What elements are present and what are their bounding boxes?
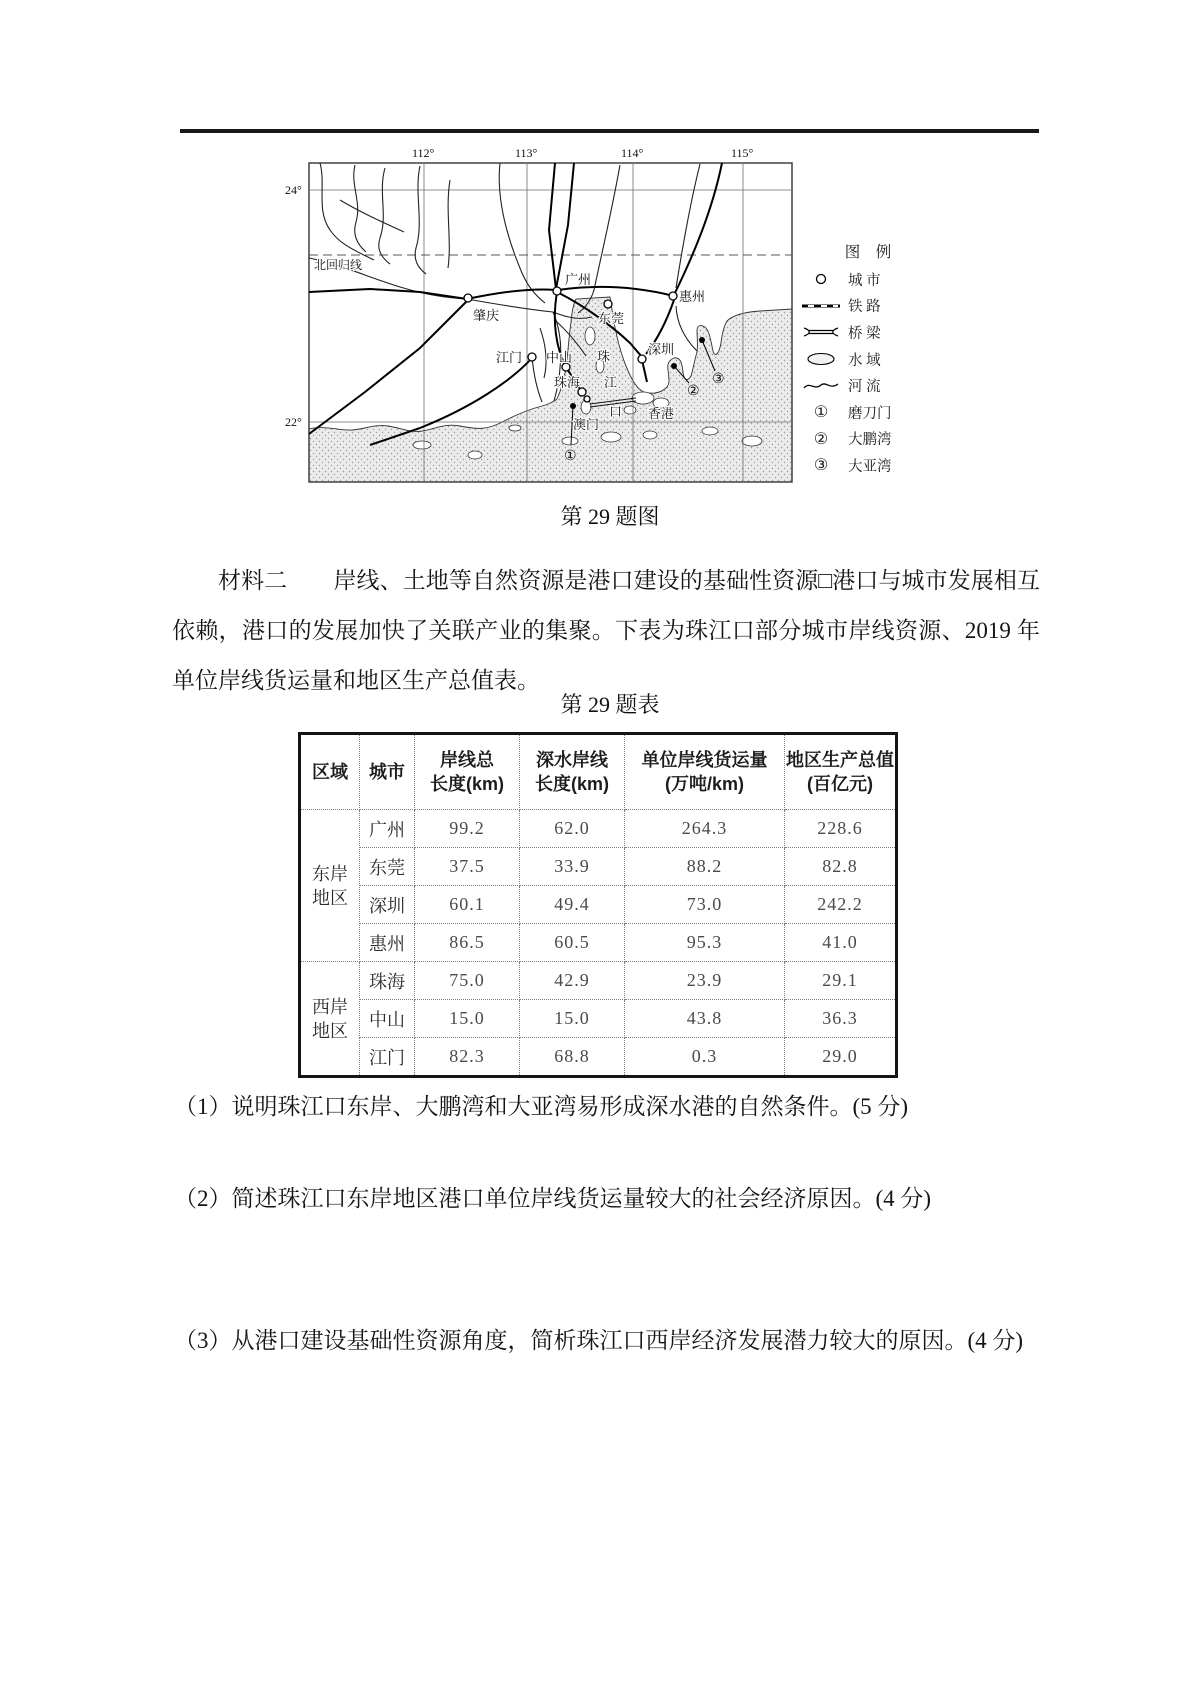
legend-item-railway	[800, 293, 936, 320]
estuary-char-jiang: 江	[604, 375, 618, 390]
table-row	[300, 1038, 897, 1077]
marker-3-label: ③	[712, 372, 725, 387]
value-cell: 29.0	[785, 1038, 897, 1077]
region-line: 地区	[312, 1020, 348, 1041]
table-row	[300, 924, 897, 962]
legend-label: 桥 梁	[848, 325, 881, 342]
table-caption: 第 29 题表	[560, 692, 660, 717]
legend-label: 城 市	[848, 272, 881, 289]
header-line: 单位岸线货运量	[641, 750, 768, 770]
value-cell: 95.3	[625, 924, 785, 962]
lat-label-24: 24°	[285, 183, 302, 197]
legend-label: 磨刀门	[848, 405, 892, 422]
value-cell: 62.0	[520, 810, 625, 848]
table-row	[300, 962, 897, 1000]
river-symbol-icon	[800, 379, 842, 393]
value-cell: 82.8	[785, 848, 897, 886]
city-label-macau: 澳门	[573, 417, 600, 432]
header-line: 深水岸线	[536, 750, 608, 770]
region-cell-east	[300, 810, 360, 962]
header-line: 岸线总	[440, 750, 494, 770]
value-cell: 33.9	[520, 848, 625, 886]
header-line: (百亿元)	[807, 774, 873, 794]
legend-item-dayawan	[800, 452, 936, 479]
value-cell: 75.0	[415, 962, 520, 1000]
header-city: 城市	[360, 734, 415, 810]
marker-1-label: ①	[564, 449, 577, 464]
value-cell: 88.2	[625, 848, 785, 886]
bridge-symbol-icon	[800, 326, 842, 338]
lon-label-112: 112°	[412, 146, 435, 160]
value-cell: 60.5	[520, 924, 625, 962]
value-cell: 15.0	[415, 1000, 520, 1038]
value-cell: 23.9	[625, 962, 785, 1000]
city-cell: 珠海	[360, 962, 415, 1000]
top-rule	[180, 129, 1039, 133]
question-3: （3）从港口建设基础性资源角度，简析珠江口西岸经济发展潜力较大的原因。(4 分)	[174, 1328, 1024, 1353]
city-label-huizhou: 惠州	[679, 289, 706, 304]
legend-item-city	[800, 266, 936, 293]
legend-item-river	[800, 372, 936, 399]
legend-label: 水 域	[848, 352, 881, 369]
region-line: 东岸	[312, 863, 348, 884]
city-label-hongkong: 香港	[648, 406, 675, 421]
legend-item-bridge	[800, 319, 936, 346]
city-label-zhuhai: 珠海	[554, 375, 581, 390]
city-label-zhongshan: 中山	[546, 350, 573, 365]
circled-2-icon: ②	[813, 430, 829, 448]
material-paragraph: 材料二 岸线、土地等自然资源是港口建设的基础性资源□港口与城市发展相互依赖，港口的发展加快了关联产业的集聚。下表为珠江口部分城市岸线资源、2019 年单位岸线货运量和地区生产总值表。	[172, 568, 1040, 693]
city-marker-macau	[584, 396, 590, 402]
legend-label: 大亚湾	[848, 458, 892, 475]
city-cell: 广州	[360, 810, 415, 848]
marker-2-label: ②	[687, 384, 700, 399]
city-label-dongguan: 东莞	[598, 311, 625, 326]
value-cell: 99.2	[415, 810, 520, 848]
value-cell: 37.5	[415, 848, 520, 886]
legend-title: 图 例	[844, 244, 892, 261]
lat-label-22: 22°	[285, 415, 302, 429]
circled-3-icon: ③	[813, 457, 829, 475]
header-line: (万吨/km)	[664, 774, 744, 794]
delta-map	[270, 140, 800, 490]
region-cell-west	[300, 962, 360, 1077]
estuary-char-kou: 口	[609, 404, 623, 419]
question-2: （2）简述珠江口东岸地区港口单位岸线货运量较大的社会经济原因。(4 分)	[174, 1186, 932, 1211]
value-cell: 68.8	[520, 1038, 625, 1077]
value-cell: 82.3	[415, 1038, 520, 1077]
value-cell: 264.3	[625, 810, 785, 848]
figure-caption: 第 29 题图	[560, 504, 660, 529]
city-marker-huizhou	[669, 292, 677, 300]
city-label-shenzhen: 深圳	[648, 342, 675, 357]
question-1: （1）说明珠江口东岸、大鹏湾和大亚湾易形成深水港的自然条件。(5 分)	[174, 1094, 909, 1119]
lon-label-113: 113°	[515, 146, 538, 160]
railway-symbol-icon	[800, 302, 842, 310]
table-row	[300, 810, 897, 848]
map-legend	[800, 240, 936, 479]
value-cell: 41.0	[785, 924, 897, 962]
value-cell: 86.5	[415, 924, 520, 962]
city-marker-guangzhou	[553, 287, 561, 295]
header-region: 区域	[300, 734, 360, 810]
city-label-zhaoqing: 肇庆	[473, 308, 500, 323]
water-symbol-icon	[800, 352, 842, 366]
value-cell: 228.6	[785, 810, 897, 848]
city-marker-zhaoqing	[464, 294, 472, 302]
city-cell: 惠州	[360, 924, 415, 962]
city-marker-dongguan	[604, 300, 612, 308]
region-line: 地区	[312, 887, 348, 908]
legend-label: 铁 路	[848, 299, 881, 316]
header-line: 地区生产总值	[786, 750, 894, 770]
estuary-char-zhu: 珠	[597, 349, 611, 364]
city-cell: 江门	[360, 1038, 415, 1077]
value-cell: 29.1	[785, 962, 897, 1000]
header-gdp	[785, 734, 897, 810]
value-cell: 43.8	[625, 1000, 785, 1038]
legend-item-modaomen	[800, 399, 936, 426]
legend-item-water	[800, 346, 936, 373]
header-coastline-length	[415, 734, 520, 810]
header-deepwater-length	[520, 734, 625, 810]
table-row	[300, 848, 897, 886]
value-cell: 42.9	[520, 962, 625, 1000]
coastline-data-table	[298, 732, 898, 1078]
legend-label: 河 流	[848, 379, 881, 396]
lon-label-115: 115°	[731, 146, 754, 160]
value-cell: 15.0	[520, 1000, 625, 1038]
value-cell: 73.0	[625, 886, 785, 924]
region-line: 西岸	[312, 996, 348, 1017]
circled-1-icon: ①	[813, 404, 829, 422]
rivers	[309, 163, 700, 402]
city-label-jiangmen: 江门	[496, 350, 523, 365]
header-line: 长度(km)	[429, 774, 504, 794]
city-marker-shenzhen	[638, 355, 646, 363]
city-cell: 中山	[360, 1000, 415, 1038]
legend-label: 大鹏湾	[848, 432, 892, 449]
table-row	[300, 1000, 897, 1038]
value-cell: 36.3	[785, 1000, 897, 1038]
value-cell: 0.3	[625, 1038, 785, 1077]
value-cell: 242.2	[785, 886, 897, 924]
city-cell: 深圳	[360, 886, 415, 924]
value-cell: 49.4	[520, 886, 625, 924]
city-symbol-icon	[800, 272, 842, 286]
header-freight-per-km	[625, 734, 785, 810]
city-marker-jiangmen	[528, 353, 536, 361]
sea-area	[309, 297, 792, 482]
value-cell: 60.1	[415, 886, 520, 924]
tropic-label: 北回归线	[314, 258, 363, 272]
legend-item-dapengwan	[800, 426, 936, 453]
city-label-guangzhou: 广州	[565, 272, 592, 287]
lon-label-114: 114°	[621, 146, 644, 160]
city-cell: 东莞	[360, 848, 415, 886]
table-header-row	[300, 734, 897, 810]
header-line: 长度(km)	[534, 774, 609, 794]
table-row	[300, 886, 897, 924]
